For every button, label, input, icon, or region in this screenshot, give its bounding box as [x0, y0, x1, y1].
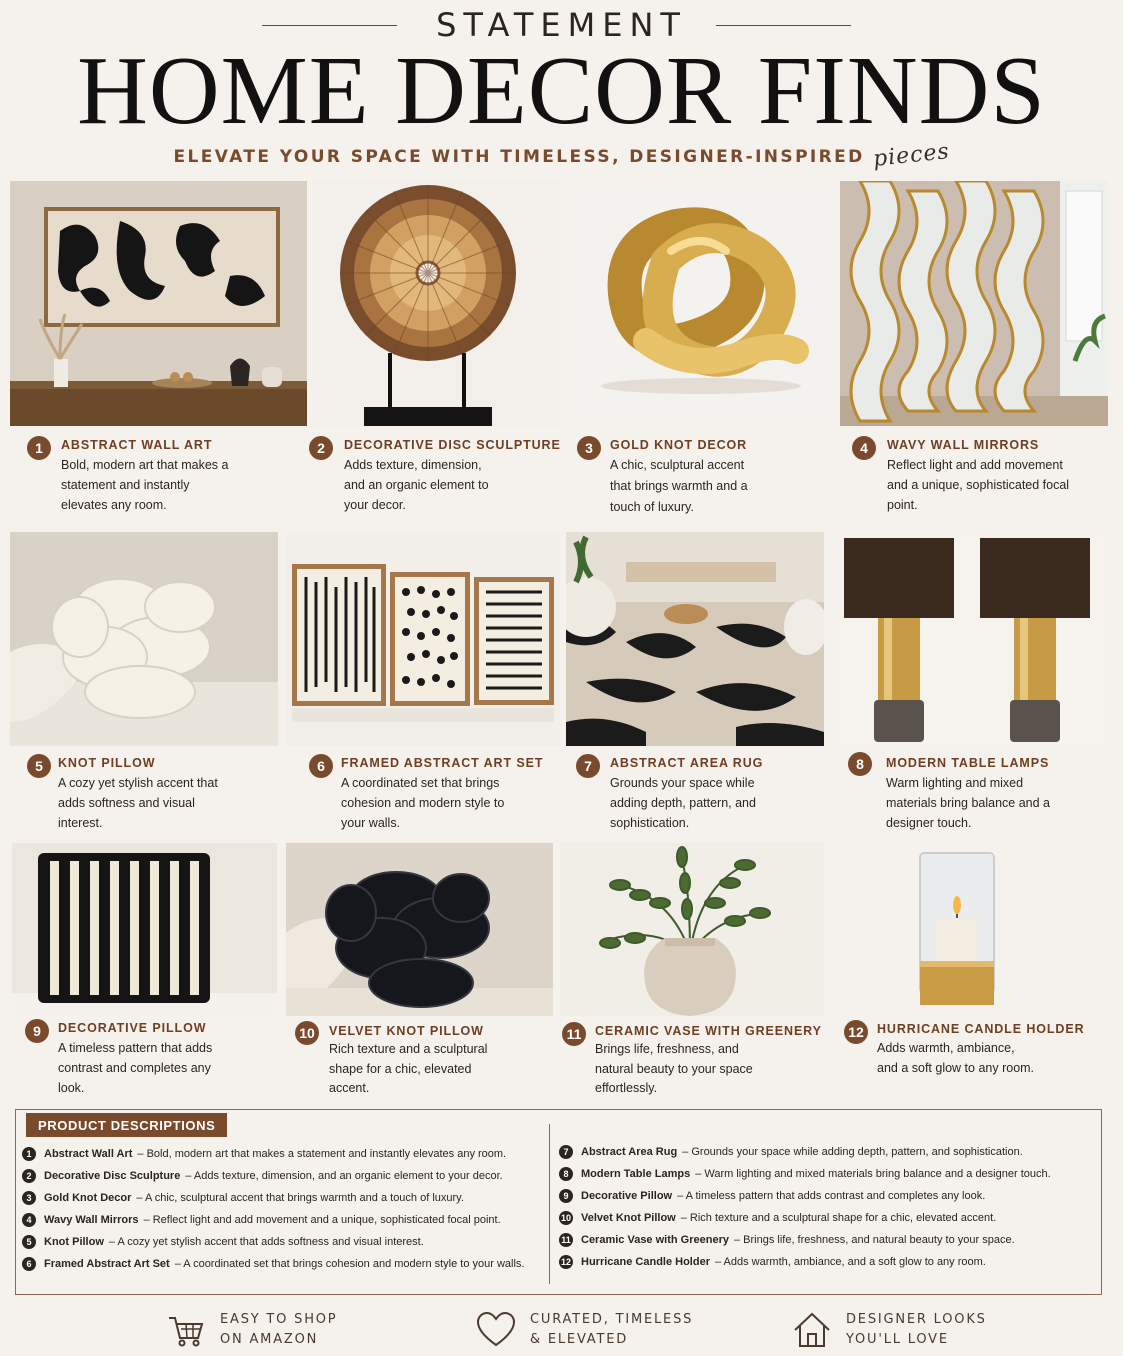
- item-number: 5: [22, 1235, 36, 1249]
- heart-icon: [476, 1310, 516, 1350]
- item-text: – Reflect light and add movement and a unique, sophisticated focal point.: [143, 1214, 501, 1226]
- list-item: [559, 1141, 1099, 1163]
- item-number: 1: [22, 1147, 36, 1161]
- item-number: 12: [560, 1257, 571, 1267]
- page-subtitle: [0, 139, 1123, 172]
- subtitle-script: pieces: [871, 139, 951, 172]
- abstract-area-rug-image: [566, 532, 824, 746]
- item-name: Abstract Area Rug: [581, 1146, 678, 1158]
- knot-pillow-image: [10, 532, 278, 746]
- product-description: A coordinated set that brings cohesion and modern style to your walls.: [341, 776, 505, 830]
- header: [0, 0, 1123, 180]
- product-description: A chic, sculptural accent that brings warmth and a touch of luxury.: [610, 458, 748, 514]
- product-name: WAVY WALL MIRRORS: [887, 438, 1040, 452]
- decorative-disc-sculpture-image: [312, 181, 560, 426]
- item-number: 9: [559, 1189, 573, 1203]
- item-number: 8: [559, 1167, 573, 1181]
- product-name: MODERN TABLE LAMPS: [886, 756, 1050, 770]
- list-item: [22, 1209, 542, 1231]
- hurricane-candle-holder-image: [834, 843, 1108, 1016]
- product-description: Adds texture, dimension, and an organic element to your decor.: [344, 458, 489, 512]
- product-card-3[interactable]: [566, 181, 834, 526]
- feature-line-2: ON AMAZON: [220, 1332, 319, 1347]
- abstract-wall-art-image: [10, 181, 307, 426]
- item-name: Velvet Knot Pillow: [581, 1212, 676, 1224]
- item-text: – A cozy yet stylish accent that adds softness and visual interest.: [108, 1236, 424, 1248]
- item-text: – Grounds your space while adding depth, pattern, and sophistication.: [682, 1146, 1023, 1158]
- product-description: A cozy yet stylish accent that adds softness and visual interest.: [58, 776, 218, 830]
- product-number-badge: 10: [295, 1021, 319, 1045]
- product-card-10[interactable]: [286, 843, 553, 1103]
- shopping-cart-icon: [166, 1310, 206, 1350]
- product-name: FRAMED ABSTRACT ART SET: [341, 756, 544, 770]
- item-name: Decorative Disc Sculpture: [44, 1170, 181, 1182]
- item-number: 10: [560, 1213, 571, 1223]
- feature-easy-to-shop: [166, 1310, 337, 1350]
- framed-abstract-art-set-image: [286, 532, 560, 746]
- product-number-badge: 11: [562, 1022, 586, 1046]
- feature-text: [846, 1310, 987, 1350]
- product-card-4[interactable]: [840, 181, 1108, 526]
- feature-text: [220, 1310, 337, 1350]
- product-number-badge: 6: [309, 754, 333, 778]
- product-number-badge: 12: [844, 1020, 868, 1044]
- product-card-9[interactable]: [12, 843, 277, 1103]
- item-number: 6: [22, 1257, 36, 1271]
- product-description: Brings life, freshness, and natural beauty to your space effortlessly.: [595, 1042, 753, 1095]
- product-card-7[interactable]: [566, 532, 824, 837]
- list-item: [559, 1251, 1099, 1273]
- product-descriptions-panel: [15, 1109, 1102, 1295]
- product-card-8[interactable]: [840, 532, 1108, 837]
- item-text: – Bold, modern art that makes a statement and instantly elevates any room.: [137, 1148, 507, 1160]
- description-list-right: [559, 1141, 1099, 1273]
- item-number: 2: [22, 1169, 36, 1183]
- product-name: ABSTRACT WALL ART: [61, 438, 213, 452]
- product-number-badge: 5: [27, 754, 51, 778]
- decorative-pillow-image: [12, 843, 277, 1014]
- product-description: Grounds your space while adding depth, pattern, and sophistication.: [610, 776, 756, 830]
- feature-text: [530, 1310, 693, 1350]
- item-text: – A chic, sculptural accent that brings warmth and a touch of luxury.: [136, 1192, 464, 1204]
- item-number: 7: [559, 1145, 573, 1159]
- velvet-knot-pillow-image: [286, 843, 553, 1016]
- product-card-5[interactable]: [10, 532, 278, 837]
- product-card-1[interactable]: [10, 181, 307, 526]
- modern-table-lamps-image: [840, 532, 1108, 746]
- feature-designer-looks: [792, 1310, 987, 1350]
- item-name: Framed Abstract Art Set: [44, 1258, 170, 1270]
- item-text: – A coordinated set that brings cohesion and modern style to your walls.: [174, 1258, 525, 1270]
- product-description: Bold, modern art that makes a statement and instantly elevates any room.: [61, 458, 229, 512]
- item-number: 3: [22, 1191, 36, 1205]
- product-name: VELVET KNOT PILLOW: [329, 1024, 484, 1038]
- item-text: – Brings life, freshness, and natural beauty to your space.: [733, 1234, 1015, 1246]
- item-name: Abstract Wall Art: [44, 1148, 133, 1160]
- list-item: [559, 1185, 1099, 1207]
- product-number-badge: 3: [577, 436, 601, 460]
- item-text: – Rich texture and a sculptural shape for a chic, elevated accent.: [680, 1212, 997, 1224]
- item-name: Knot Pillow: [44, 1236, 104, 1248]
- product-name: DECORATIVE PILLOW: [58, 1021, 207, 1035]
- product-number-badge: 2: [309, 436, 333, 460]
- feature-line-2: YOU'LL LOVE: [846, 1332, 949, 1347]
- list-item: [22, 1187, 542, 1209]
- product-card-6[interactable]: [286, 532, 560, 837]
- feature-line-2: & ELEVATED: [530, 1332, 629, 1347]
- product-card-2[interactable]: [312, 181, 560, 526]
- feature-line-1: DESIGNER LOOKS: [846, 1312, 987, 1327]
- item-name: Gold Knot Decor: [44, 1192, 132, 1204]
- product-number-badge: 1: [27, 436, 51, 460]
- feature-curated: [476, 1310, 693, 1350]
- item-name: Hurricane Candle Holder: [581, 1256, 710, 1268]
- product-name: CERAMIC VASE WITH GREENERY: [595, 1024, 822, 1038]
- product-description: Warm lighting and mixed materials bring balance and a designer touch.: [886, 776, 1050, 830]
- description-list-left: [22, 1143, 542, 1275]
- list-item: [22, 1231, 542, 1253]
- item-text: – Warm lighting and mixed materials bring balance and a designer touch.: [695, 1168, 1051, 1180]
- gold-knot-decor-image: [566, 181, 834, 426]
- item-number: 11: [559, 1233, 573, 1247]
- subtitle-text: ELEVATE YOUR SPACE WITH TIMELESS, DESIGNER-INSPIRED: [173, 147, 865, 167]
- list-item: [559, 1163, 1099, 1185]
- product-name: KNOT PILLOW: [58, 756, 156, 770]
- item-name: Decorative Pillow: [581, 1190, 673, 1202]
- item-text: – Adds texture, dimension, and an organic element to your decor.: [185, 1170, 503, 1182]
- feature-line-1: EASY TO SHOP: [220, 1312, 338, 1327]
- product-card-12[interactable]: [834, 843, 1108, 1103]
- product-description: Reflect light and add movement and a unique, sophisticated focal point.: [887, 458, 1070, 512]
- ceramic-vase-with-greenery-image: [560, 843, 824, 1016]
- header-kicker: STATEMENT: [436, 6, 687, 44]
- product-number-badge: 9: [25, 1019, 49, 1043]
- product-description: Rich texture and a sculptural shape for a chic, elevated accent.: [329, 1042, 488, 1095]
- product-number-badge: 4: [852, 436, 876, 460]
- page-title: HOME DECOR FINDS: [77, 37, 1046, 145]
- product-card-11[interactable]: [560, 843, 824, 1103]
- list-item: [22, 1165, 542, 1187]
- panel-divider: [549, 1124, 550, 1284]
- product-number-badge: 7: [576, 754, 600, 778]
- feature-line-1: CURATED, TIMELESS: [530, 1312, 694, 1327]
- list-item: [559, 1229, 1099, 1251]
- list-item: [22, 1253, 542, 1275]
- wavy-wall-mirrors-image: [840, 181, 1108, 426]
- list-item: [559, 1207, 1099, 1229]
- product-name: HURRICANE CANDLE HOLDER: [877, 1022, 1085, 1036]
- list-item: [22, 1143, 542, 1165]
- item-name: Wavy Wall Mirrors: [44, 1214, 139, 1226]
- product-number-badge: 8: [848, 752, 872, 776]
- product-name: ABSTRACT AREA RUG: [610, 756, 764, 770]
- item-number: 4: [22, 1213, 36, 1227]
- item-text: – A timeless pattern that adds contrast and completes any look.: [677, 1190, 986, 1202]
- product-description: A timeless pattern that adds contrast and completes any look.: [58, 1041, 213, 1095]
- house-icon: [792, 1310, 832, 1350]
- product-name: DECORATIVE DISC SCULPTURE: [344, 438, 561, 452]
- product-description: Adds warmth, ambiance, and a soft glow to any room.: [877, 1041, 1035, 1075]
- item-text: – Adds warmth, ambiance, and a soft glow to any room.: [714, 1256, 986, 1268]
- item-name: Ceramic Vase with Greenery: [581, 1234, 729, 1246]
- product-descriptions-title: PRODUCT DESCRIPTIONS: [26, 1113, 227, 1137]
- product-name: GOLD KNOT DECOR: [610, 438, 748, 452]
- item-name: Modern Table Lamps: [581, 1168, 691, 1180]
